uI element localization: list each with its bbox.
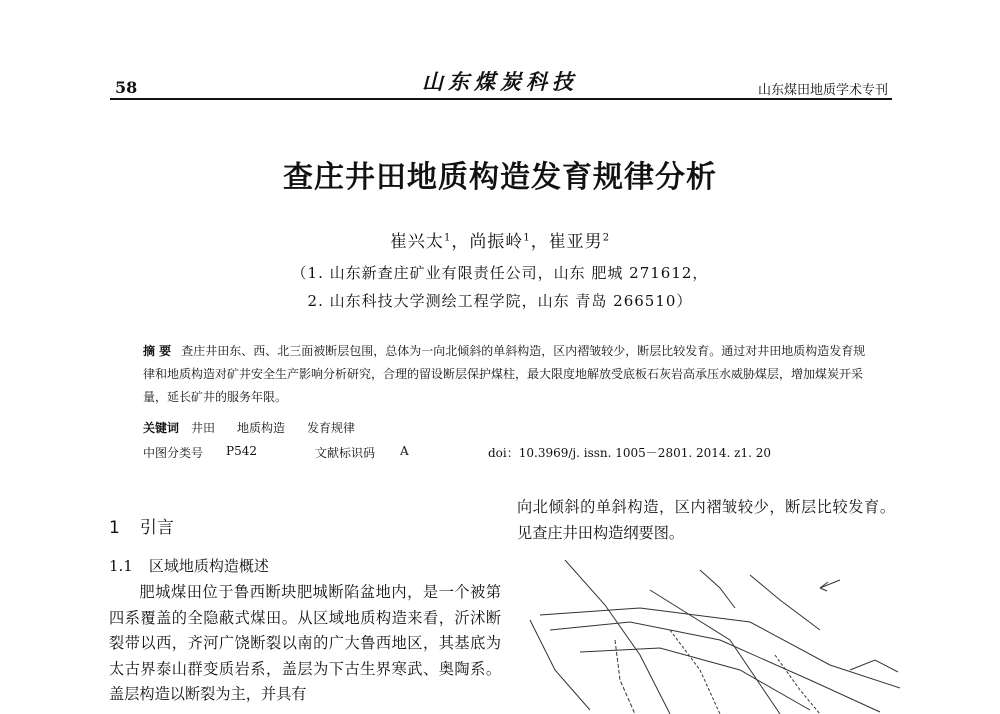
page-number: 58: [115, 78, 138, 97]
abstract: [143, 340, 868, 409]
author-separator: ，: [451, 232, 470, 252]
section-heading: [109, 513, 174, 538]
header-rule: [110, 98, 892, 100]
paper-title: 查庄井田地质构造发育规律分析: [283, 160, 717, 195]
map-fault-line: [530, 620, 590, 710]
body-paragraph-left: [109, 580, 501, 708]
map-fault-line: [615, 640, 635, 714]
doc-code-value: A: [400, 444, 409, 458]
map-fault-line: [700, 570, 735, 608]
keyword: 地质构造: [237, 421, 286, 435]
map-fault-line: [650, 590, 780, 714]
map-fault-line: [850, 660, 898, 672]
doc-code-label: 文献标识码: [315, 446, 376, 460]
keywords-label: 关键词: [143, 421, 180, 435]
north-arrow: [820, 580, 840, 588]
author-affiliation-mark: 1: [443, 232, 452, 244]
author-name: 崔亚男: [548, 232, 603, 252]
clc-value: P542: [226, 444, 257, 458]
section-title: 引言: [139, 518, 174, 538]
map-fault-line: [670, 630, 720, 714]
abstract-text: 查庄井田东、西、北三面被断层包围，总体为一向北倾斜的单斜构造，区内褶皱较少，断层比较发育。通过对井田地质构造发育规律和地质构造对矿井安全生产影响分析研究，合理的留设断层保护煤柱，最大限度地解放受底板石灰岩高承压水威胁煤层，增加煤炭开采量，延长矿井的服务年限。: [143, 344, 866, 404]
keywords: [143, 419, 365, 436]
map-fault-line: [580, 648, 810, 710]
section-number: 1: [109, 518, 120, 538]
subsection-number: 1.1: [109, 557, 133, 575]
author-name: 尚振岭: [469, 232, 524, 252]
journal-logo: 山东煤炭科技: [422, 69, 578, 94]
map-fault-line: [750, 575, 820, 630]
affiliation-2: 2. 山东科技大学测绘工程学院，山东 青岛 266510）: [307, 292, 693, 310]
author-list: [0, 227, 1000, 252]
clc-label: 中图分类号: [143, 446, 204, 460]
doi[interactable]: doi：10.3969/j. issn. 1005－2801. 2014. z1. 20: [488, 446, 772, 460]
body-text: 肥城煤田位于鲁西断块肥城断陷盆地内，是一个被第四系覆盖的全隐蔽式煤田。从区域地质构造来看，沂沭断裂带以西，齐河广饶断裂以南的广大鲁西地区，其基底为太古界泰山群变质岩系，盖层为下古生界寒武、奥陶系。盖层构造以断裂为主，并具有: [109, 583, 501, 703]
author-separator: ，: [530, 232, 549, 252]
subsection-heading: [109, 555, 269, 576]
affiliation-1: （1. 山东新查庄矿业有限责任公司，山东 肥城 271612，: [291, 264, 709, 282]
map-fault-line: [775, 655, 820, 714]
subsection-title: 区域地质构造概述: [148, 557, 269, 575]
author-affiliation-mark: 1: [523, 232, 531, 244]
abstract-label: 摘 要: [143, 344, 172, 358]
author-name: 崔兴太: [389, 232, 444, 252]
map-fault-line: [540, 608, 900, 688]
author-affiliation-mark: 2: [602, 232, 611, 244]
keyword: 井田: [191, 421, 216, 435]
structure-outline-map: [520, 560, 900, 714]
journal-subtitle: 山东煤田地质学术专刊: [757, 83, 888, 98]
keyword: 发育规律: [307, 421, 356, 435]
map-fault-line: [565, 560, 670, 714]
map-fault-line: [550, 622, 880, 712]
body-paragraph-right: 向北倾斜的单斜构造，区内褶皱较少，断层比较发育。见查庄井田构造纲要图。: [517, 498, 895, 542]
